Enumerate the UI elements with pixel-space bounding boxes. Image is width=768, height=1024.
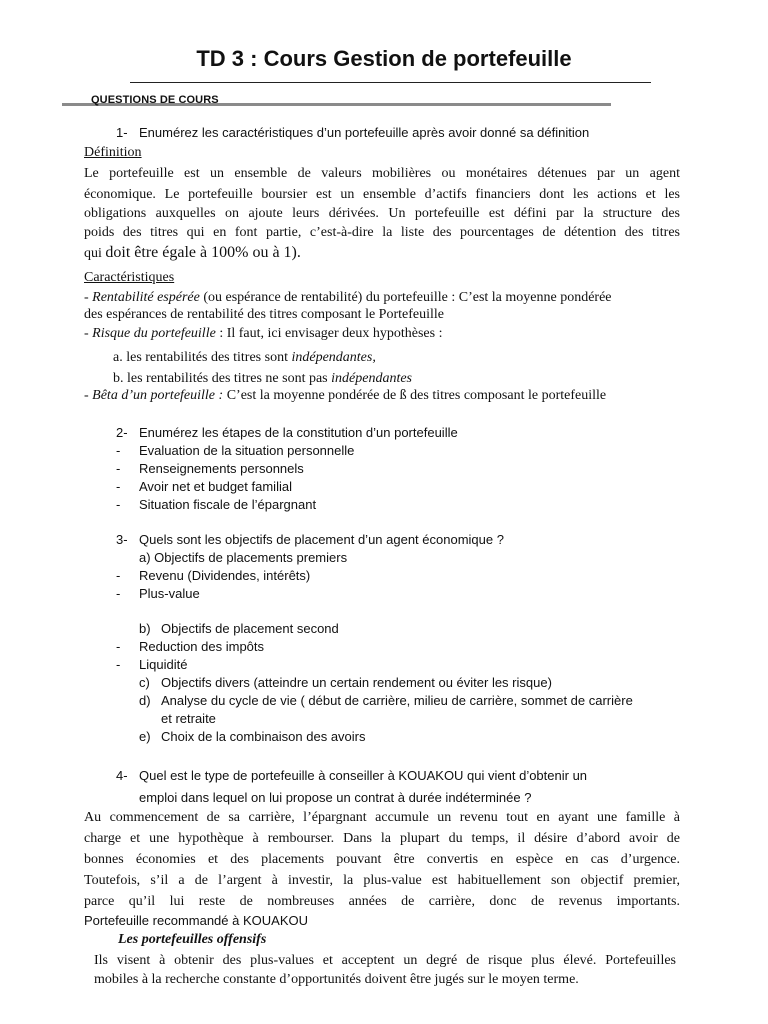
q3-a-item-1: Revenu (Dividendes, intérêts) (139, 568, 311, 583)
q2-item-1: Evaluation de la situation personnelle (139, 443, 355, 458)
answer-line-3: bonnes économies et des placements pouvant être convertis en espèce en cas d’urgence. (84, 852, 680, 867)
q3-c-marker: c) (139, 675, 150, 690)
answer-line-2: charge et une hypothèque à rembourser. Dans la plupart du temps, il désire d’abord avoir de (84, 831, 680, 846)
rentabilite-line-2: des espérances de rentabilité des titres composant le Portefeuille (84, 307, 444, 322)
q2-item-3: Avoir net et budget familial (139, 479, 292, 494)
q3-a-bullet-1: - (116, 568, 121, 583)
hypothesis-b-em: indépendantes (331, 371, 412, 386)
q2-question: Enumérez les étapes de la constitution d’un portefeuille (139, 425, 458, 440)
q3-a-bullet-2: - (116, 586, 121, 601)
q3-a-label: a) Objectifs de placements premiers (139, 550, 348, 565)
rentabilite-line (84, 290, 612, 306)
q2-item-2: Renseignements personnels (139, 461, 304, 476)
section-heading: QUESTIONS DE COURS (91, 94, 219, 106)
title-underline (130, 82, 651, 83)
hypothesis-a (113, 350, 376, 366)
answer-line-1: Au commencement de sa carrière, l’épargnant accumule un revenu tout en ayant une famille à (84, 810, 680, 825)
q1-question: Enumérez les caractéristiques d’un portefeuille après avoir donné sa définition (139, 125, 590, 140)
q3-a-item-2: Plus-value (139, 586, 200, 601)
q4-question-2: emploi dans lequel on lui propose un contrat à durée indéterminée ? (139, 790, 532, 805)
q3-b-item-1: Reduction des impôts (139, 639, 265, 654)
q2-item-4: Situation fiscale de l’épargnant (139, 497, 317, 512)
answer-line-5: parce qu’il lui reste de nombreuses années de carrière, donc de revenus importants. (84, 894, 680, 909)
q3-e-label: Choix de la combinaison des avoirs (161, 729, 366, 744)
q3-number: 3- (116, 532, 128, 547)
offensive-heading: Les portefeuilles offensifs (118, 932, 267, 947)
beta-term: - Bêta d’un portefeuille : (84, 388, 224, 403)
q3-d-label-2: et retraite (161, 711, 216, 726)
q1-number: 1- (116, 125, 128, 140)
offensive-line-1: Ils visent à obtenir des plus-values et acceptent un degré de risque plus élevé. Portefeuilles (94, 953, 676, 968)
risque-term: - Risque du portefeuille (84, 326, 216, 341)
definition-last-big: doit être égale à 100% ou à 1). (105, 244, 301, 261)
definition-line-4: poids des titres qui en font partie, c’est-à-dire la liste des pourcentages de détention des titres (84, 225, 680, 240)
q2-number: 2- (116, 425, 128, 440)
q3-c-label: Objectifs divers (atteindre un certain rendement ou éviter les risque) (161, 675, 552, 690)
q3-d-marker: d) (139, 693, 151, 708)
q3-question: Quels sont les objectifs de placement d’un agent économique ? (139, 532, 504, 547)
beta-line (84, 388, 606, 404)
definition-line-2: économique. Le portefeuille boursier est un ensemble d’actifs financiers dont les actions et les (84, 187, 680, 202)
q3-b-bullet-2: - (116, 657, 121, 672)
definition-last-pre: qui (84, 246, 106, 261)
rentabilite-text: (ou espérance de rentabilité) du portefeuille : C’est la moyenne pondérée (199, 290, 612, 305)
q3-d-label-1: Analyse du cycle de vie ( début de carrière, milieu de carrière, sommet de carrière (161, 693, 633, 708)
q3-e-marker: e) (139, 729, 151, 744)
hypothesis-a-em: indépendantes, (291, 350, 376, 365)
q3-b-marker: b) (139, 621, 151, 636)
q3-b-bullet-1: - (116, 639, 121, 654)
offensive-line-2: mobiles à la recherche constante d’opportunités doivent être jugés sur le moyen terme. (94, 972, 579, 987)
risque-text: : Il faut, ici envisager deux hypothèses : (215, 326, 443, 341)
recommended-label: Portefeuille recommandé à KOUAKOU (84, 913, 308, 928)
q4-question-1: Quel est le type de portefeuille à conseiller à KOUAKOU qui vient d’obtenir un (139, 768, 588, 783)
hypothesis-a-text: a. les rentabilités des titres sont (113, 350, 292, 365)
q2-bullet-4: - (116, 497, 121, 512)
definition-line-5 (84, 244, 301, 262)
definition-label: Définition (84, 145, 142, 160)
hypothesis-b (113, 371, 412, 387)
q3-b-label: Objectifs de placement second (161, 621, 339, 636)
q2-bullet-1: - (116, 443, 121, 458)
characteristics-label: Caractéristiques (84, 270, 175, 285)
hypothesis-b-text: b. les rentabilités des titres ne sont pas (113, 371, 332, 386)
page-title: TD 3 : Cours Gestion de portefeuille (196, 46, 572, 71)
definition-line-1: Le portefeuille est un ensemble de valeurs mobilières ou monétaires détenues par un agent (84, 166, 680, 181)
beta-text: C’est la moyenne pondérée de ß des titres composant le portefeuille (223, 388, 607, 403)
definition-line-3: obligations auxquelles on ajoute leurs dérivées. Un portefeuille est défini par la structure des (84, 206, 680, 221)
q3-b-item-2: Liquidité (139, 657, 188, 672)
q2-bullet-3: - (116, 479, 121, 494)
risque-line (84, 326, 442, 342)
rentabilite-term: - Rentabilité espérée (84, 290, 200, 305)
q2-bullet-2: - (116, 461, 121, 476)
q4-number: 4- (116, 768, 128, 783)
answer-line-4: Toutefois, s’il a de l’argent à investir, la plus-value est habituellement son objectif premier, (84, 873, 680, 888)
